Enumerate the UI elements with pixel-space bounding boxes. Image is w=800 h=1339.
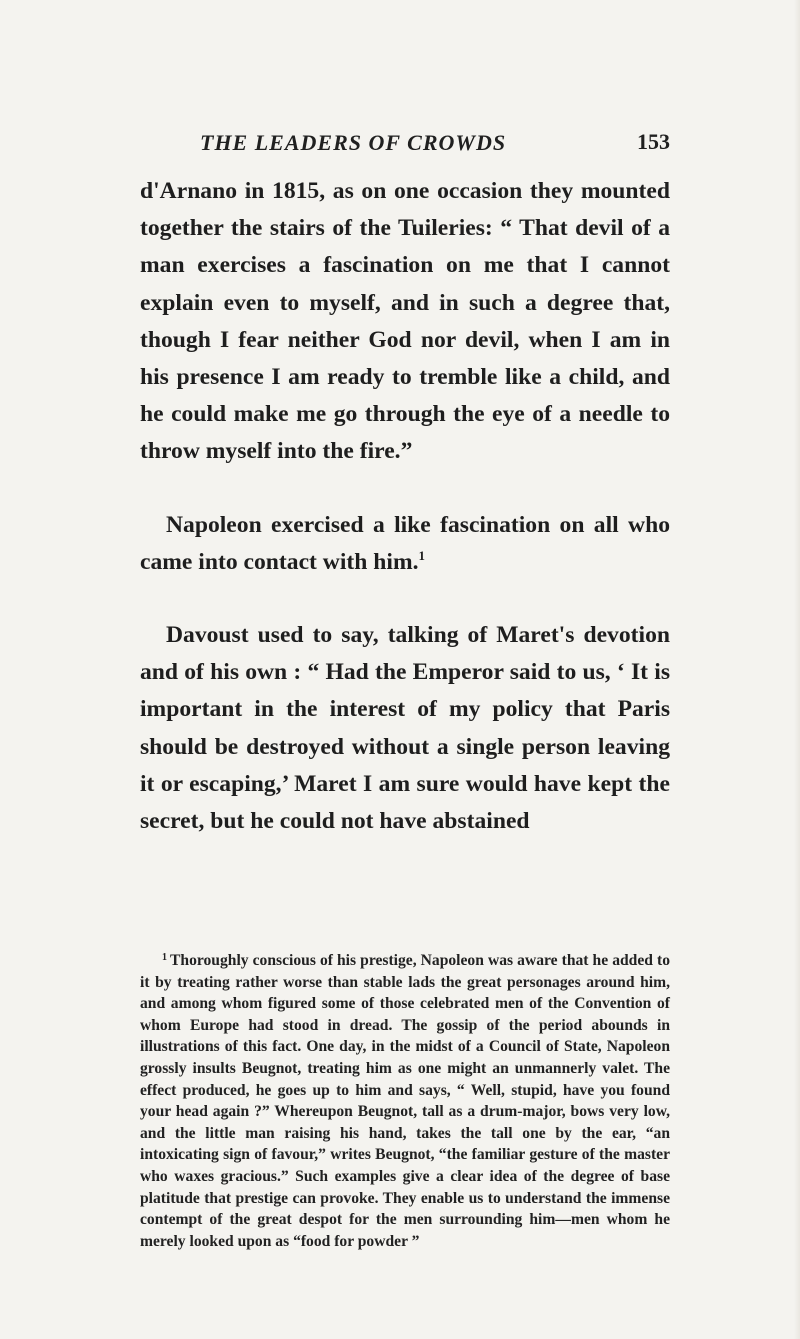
footnote-reference: 1 bbox=[418, 547, 425, 563]
running-head bbox=[140, 126, 670, 160]
scan-edge-shadow bbox=[794, 0, 800, 1339]
page-number: 153 bbox=[637, 129, 670, 154]
paragraph-continuation: d'Arnano in 1815, as on one occasion they mounted together the stairs of the Tuileries: “ That devil of a man exercises a fascination on me that I cannot explain even to myself, and in such a degree that, though I fear neither God nor devil, when I am in his presence I am ready to tremble like a child, and he could make me go through the eye of a needle to throw myself into the fire.” bbox=[140, 178, 670, 465]
paragraph-davoust: Davoust used to say, talking of Maret's devotion and of his own : “ Had the Emperor said to us, ‘ It is important in the interest of my policy that Paris should be destroyed without a single person leaving it or escaping,’ Maret I am sure would have kept the secret, but he could not have abstained bbox=[140, 622, 670, 835]
paragraph-napoleon-fascination bbox=[140, 507, 670, 581]
body-text bbox=[140, 173, 670, 840]
footnote-marker: 1 bbox=[162, 952, 167, 963]
footnote bbox=[140, 950, 670, 1252]
footnote-paragraph bbox=[140, 950, 670, 1252]
footnote-text: Thoroughly conscious of his prestige, Napoleon was aware that he added to it by treating rather worse than stable lads the great personages around him, and among whom figured some of those celebrated men of the Convention of whom Europe had stood in dread. The gossip of the period abounds in illustrations of this fact. One day, in the midst of a Council of State, Napoleon grossly insults Beugnot, treating him as one might an unmannerly valet. The effect produced, he goes up to him and says, “ Well, stupid, have you found your head again ?” Whereupon Beugnot, tall as a drum-major, bows very low, and the little man raising his hand, takes the tall one by the ear, “an intoxicating sign of favour,” writes Beugnot, “the familiar gesture of the master who waxes gracious.” Such examples give a clear idea of the degree of base platitude that prestige can provoke. They enable us to understand the immense contempt of the great despot for the men surrounding him—men whom he merely looked upon as “food for powder ” bbox=[140, 952, 670, 1250]
running-title: THE LEADERS OF CROWDS bbox=[200, 130, 507, 155]
paragraph-text: Napoleon exercised a like fascination on all who came into contact with him. bbox=[140, 511, 670, 575]
